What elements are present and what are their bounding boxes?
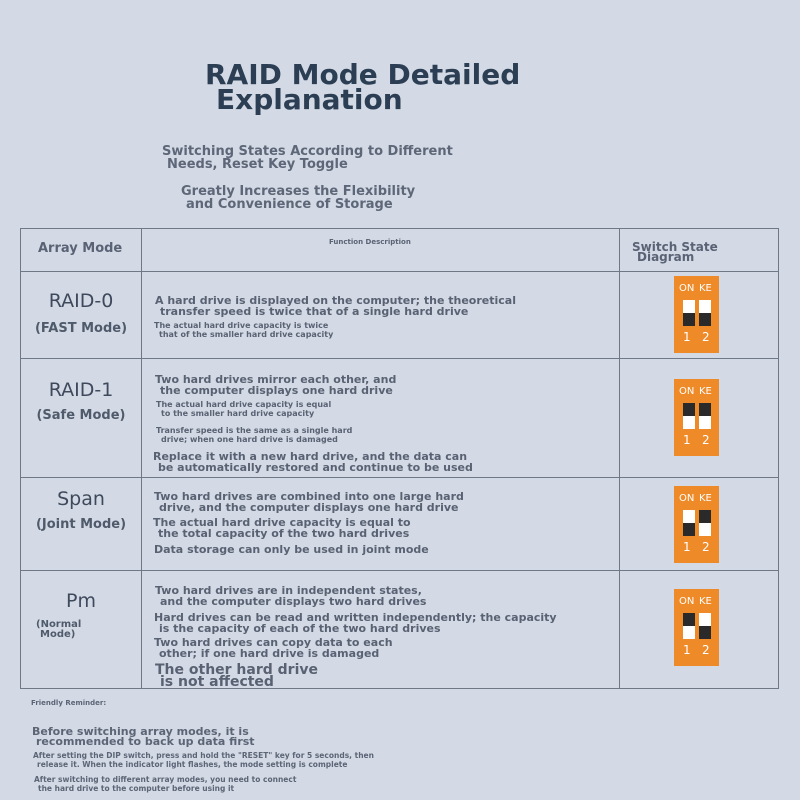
dip-switch-knob	[699, 403, 711, 416]
desc-raid1-speed	[156, 426, 352, 444]
mode-sub-line: (Normal	[36, 619, 82, 630]
dip-number-1: 1	[683, 540, 691, 554]
dip-on-label: ON	[679, 493, 695, 504]
dip-switch-sw2	[699, 300, 711, 326]
dip-switch-diagram-span	[674, 486, 719, 563]
reminder-backup	[32, 727, 255, 747]
reminder-connect	[34, 775, 296, 793]
table-divider	[21, 271, 778, 272]
mode-sub-line: Mode)	[40, 629, 76, 640]
reminder-reset	[33, 751, 374, 769]
dip-number-2: 2	[702, 433, 710, 447]
dip-switch-sw1	[683, 300, 695, 326]
desc-line: is not affected	[160, 674, 274, 690]
header-array-mode: Array Mode	[38, 241, 123, 256]
reminder-line: After switching to different array modes, you need to connect	[34, 775, 297, 784]
dip-switch-knob	[699, 313, 711, 326]
reminder-line: release it. When the indicator light flashes, the mode setting is complete	[37, 760, 348, 769]
desc-line: the computer displays one hard drive	[160, 384, 393, 397]
desc-line: and the computer displays two hard drives	[160, 595, 427, 608]
mode-name-pm: Pm	[66, 590, 96, 612]
header-switch-line: Diagram	[637, 250, 695, 264]
desc-line: that of the smaller hard drive capacity	[159, 330, 334, 339]
desc-line: drive; when one hard drive is damaged	[161, 435, 338, 444]
table-divider	[21, 358, 778, 359]
desc-line: Two hard drives can copy data to each	[154, 636, 393, 649]
desc-line: other; if one hard drive is damaged	[159, 647, 380, 660]
table-divider	[21, 570, 778, 571]
dip-number-1: 1	[683, 433, 691, 447]
desc-line: to the smaller hard drive capacity	[161, 409, 315, 418]
desc-span-joint	[154, 544, 429, 555]
raid-mode-table	[20, 228, 779, 689]
desc-raid0-speed	[155, 295, 516, 317]
dip-ke-label: KE	[699, 386, 712, 397]
desc-line: The actual hard drive capacity is equal	[156, 400, 332, 409]
dip-switch-diagram-pm	[674, 589, 719, 666]
mode-name-raid0: RAID-0	[48, 290, 114, 312]
desc-span-capacity	[153, 517, 411, 539]
dip-number-1: 1	[683, 643, 691, 657]
mode-name-span: Span	[57, 488, 105, 510]
page-title-line-1: RAID Mode Detailed	[205, 58, 521, 91]
dip-switch-knob	[699, 510, 711, 523]
dip-number-2: 2	[702, 330, 710, 344]
dip-switch-sw1	[683, 613, 695, 639]
dip-switch-knob	[683, 313, 695, 326]
desc-line: The actual hard drive capacity is twice	[154, 321, 329, 330]
dip-on-label: ON	[679, 596, 695, 607]
dip-ke-label: KE	[699, 493, 712, 504]
dip-number-2: 2	[702, 643, 710, 657]
dip-switch-diagram-raid0	[674, 276, 719, 353]
desc-line: Transfer speed is the same as a single hard	[156, 426, 353, 435]
desc-span-combined	[154, 491, 464, 513]
desc-line: The other hard drive	[155, 662, 318, 678]
desc-pm-independent	[155, 585, 426, 607]
desc-raid1-mirror	[155, 374, 396, 396]
dip-number-2: 2	[702, 540, 710, 554]
desc-line: Two hard drives are in independent states,	[155, 584, 422, 597]
mode-sub-raid1: (Safe Mode)	[36, 408, 126, 423]
dip-switch-sw2	[699, 403, 711, 429]
dip-on-label: ON	[679, 386, 695, 397]
dip-on-label: ON	[679, 283, 695, 294]
reminder-line: recommended to back up data first	[36, 735, 255, 748]
desc-pm-unaffected	[155, 664, 318, 688]
table-divider	[21, 477, 778, 478]
dip-ke-label: KE	[699, 283, 712, 294]
header-function-description: Function Description	[329, 238, 411, 246]
mode-sub-span: (Joint Mode)	[35, 517, 127, 532]
reminder-line: the hard drive to the computer before using it	[38, 784, 235, 793]
desc-pm-readwrite	[154, 612, 557, 634]
header-switch-state	[632, 242, 718, 262]
subtitle-line: Switching States According to Different	[162, 144, 453, 159]
dip-switch-knob	[699, 626, 711, 639]
reminder-line: Before switching array modes, it is	[32, 725, 249, 738]
table-divider	[619, 229, 620, 688]
subtitle-line: Greatly Increases the Flexibility	[181, 184, 416, 199]
desc-raid1-capacity	[156, 400, 331, 418]
desc-line: drive, and the computer displays one hard drive	[159, 501, 459, 514]
desc-line: A hard drive is displayed on the computer; the theoretical	[155, 294, 516, 307]
desc-line: transfer speed is twice that of a single hard drive	[160, 305, 469, 318]
dip-switch-diagram-raid1	[674, 379, 719, 456]
reminder-label: Friendly Reminder:	[31, 699, 107, 707]
desc-line: Two hard drives are combined into one large hard	[154, 490, 464, 503]
table-divider	[141, 229, 142, 688]
desc-line: is the capacity of each of the two hard drives	[159, 622, 441, 635]
subtitle-line: Needs, Reset Key Toggle	[167, 157, 348, 172]
dip-ke-label: KE	[699, 596, 712, 607]
dip-switch-sw2	[699, 510, 711, 536]
reminder-line: After setting the DIP switch, press and hold the "RESET" key for 5 seconds, then	[33, 751, 374, 760]
desc-line: The actual hard drive capacity is equal to	[153, 516, 411, 529]
dip-switch-sw1	[683, 403, 695, 429]
desc-line: Replace it with a new hard drive, and the data can	[153, 450, 468, 463]
mode-sub-pm	[36, 620, 81, 640]
dip-switch-knob	[683, 613, 695, 626]
mode-sub-raid0: (FAST Mode)	[34, 321, 128, 336]
page-title-line-2: Explanation	[216, 83, 403, 116]
desc-line: Two hard drives mirror each other, and	[155, 373, 397, 386]
desc-raid1-restore	[153, 451, 473, 473]
subtitle-flexibility	[181, 185, 415, 211]
page-title	[205, 58, 625, 116]
desc-line: Hard drives can be read and written independently; the capacity	[154, 611, 557, 624]
dip-number-1: 1	[683, 330, 691, 344]
header-switch-line: Switch State	[632, 240, 718, 254]
desc-line: be automatically restored and continue to be used	[158, 461, 473, 474]
dip-switch-knob	[683, 523, 695, 536]
desc-raid0-capacity	[154, 321, 333, 339]
dip-switch-knob	[683, 403, 695, 416]
subtitle-line: and Convenience of Storage	[186, 197, 393, 212]
mode-name-raid1: RAID-1	[48, 379, 114, 401]
desc-line: the total capacity of the two hard drives	[158, 527, 410, 540]
desc-line: Data storage can only be used in joint mode	[154, 543, 429, 556]
dip-switch-sw2	[699, 613, 711, 639]
desc-pm-copy	[154, 637, 393, 659]
subtitle-switching	[162, 145, 453, 171]
dip-switch-sw1	[683, 510, 695, 536]
